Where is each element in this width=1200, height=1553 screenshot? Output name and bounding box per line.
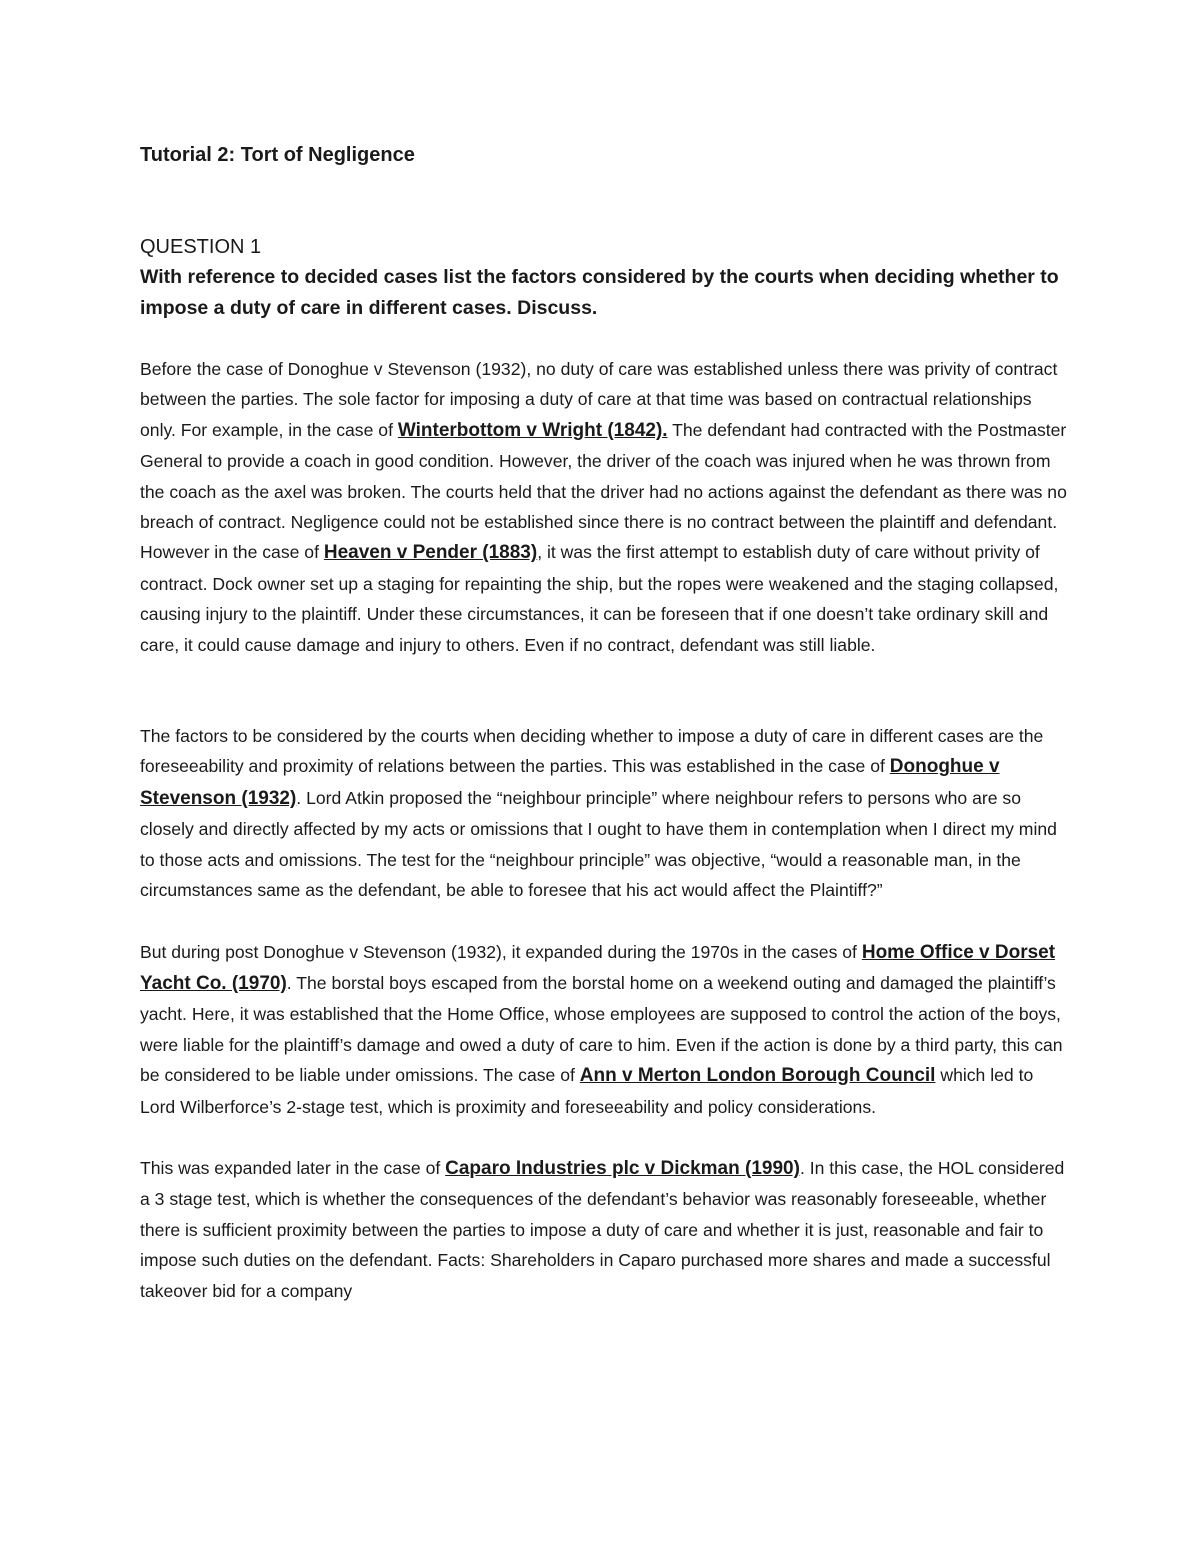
case-name: Winterbottom v Wright (1842). <box>397 419 668 441</box>
paragraph-text: But during post Donoghue v Stevenson (1932), it expanded during the 1970s in the cases of <box>140 941 862 962</box>
paragraph-text: which led to Lord Wilberforce’s 2-stage test, which is proximity and foreseeability and policy considerations. <box>140 1065 1034 1117</box>
question-heading: QUESTION 1 <box>140 236 262 258</box>
paragraph-neighbour-principle <box>140 721 1070 905</box>
paragraph-text: The factors to be considered by the courts when deciding whether to impose a duty of care in different cases are the foreseeability and proximity of relations between the parties. This was established in the case of <box>140 726 1044 777</box>
case-name: Home Office v Dorset Yacht Co. (1970) <box>140 941 1056 994</box>
paragraph-post-donoghue <box>140 937 1070 1122</box>
document-body <box>140 140 1070 1306</box>
question-prompt: With reference to decided cases list the factors considered by the courts when deciding whether to impose a duty of care in different cases. Discuss. <box>140 266 1059 319</box>
paragraph-text: This was expanded later in the case of <box>140 1157 446 1178</box>
document-title: Tutorial 2: Tort of Negligence <box>140 144 415 166</box>
paragraph-privity <box>140 354 1070 660</box>
paragraph-caparo <box>140 1153 1070 1306</box>
paragraph-text: . Lord Atkin proposed the “neighbour principle” where neighbour refers to persons who are so closely and directly affected by my acts or omissions that I ought to have them in contemplation when I direct my mind to those acts and omissions. The test for the “neighbour principle” was objective, “would a reasonable man, in the circumstances same as the defendant, be able to foresee that his act would affect the Plaintiff?” <box>140 787 1057 901</box>
case-name: Heaven v Pender (1883) <box>323 542 538 564</box>
case-name: Caparo Industries plc v Dickman (1990) <box>445 1157 800 1179</box>
paragraph-text: The defendant had contracted with the Postmaster General to provide a coach in good condition. However, the driver of the coach was injured when he was thrown from the coach as the axel was broken. The courts held that the driver had no actions against the defendant as there was no breach of contract. Negligence could not be established since there is no contract between the plaintiff and defendant. However in the case of <box>140 419 1067 563</box>
paragraph-text: . The borstal boys escaped from the borstal home on a weekend outing and damaged the plaintiff’s yacht. Here, it was established that the Home Office, whose employees are supposed to control the action of the boys, were liable for the plaintiff’s damage and owed a duty of care to him. Even if the action is done by a third party, this can be considered to be liable under omissions. The case of <box>140 972 1063 1086</box>
paragraph-text: . In this case, the HOL considered a 3 stage test, which is whether the consequences of the defendant’s behavior was reasonably foreseeable, whether there is sufficient proximity between the parties to impose a duty of care and whether it is just, reasonable and fair to impose such duties on the defendant. Facts: Shareholders in Caparo purchased more shares and made a successful takeover bid for a company <box>140 1157 1065 1301</box>
paragraph-text: , it was the first attempt to establish duty of care without privity of contract. Dock owner set up a staging for repainting the ship, but the ropes were weakened and the staging collapsed, causing injury to the plaintiff. Under these circumstances, it can be foreseen that if one doesn’t take ordinary skill and care, it could cause damage and injury to others. Even if no contract, defendant was still liable. <box>140 542 1059 655</box>
case-name: Ann v Merton London Borough Council <box>579 1065 936 1087</box>
paragraph-text: Before the case of Donoghue v Stevenson (1932), no duty of care was established unless there was privity of contract between the parties. The sole factor for imposing a duty of care at that time was based on contractual relationships only. For example, in the case of <box>140 359 1058 440</box>
case-name: Donoghue v Stevenson (1932) <box>140 756 1000 809</box>
